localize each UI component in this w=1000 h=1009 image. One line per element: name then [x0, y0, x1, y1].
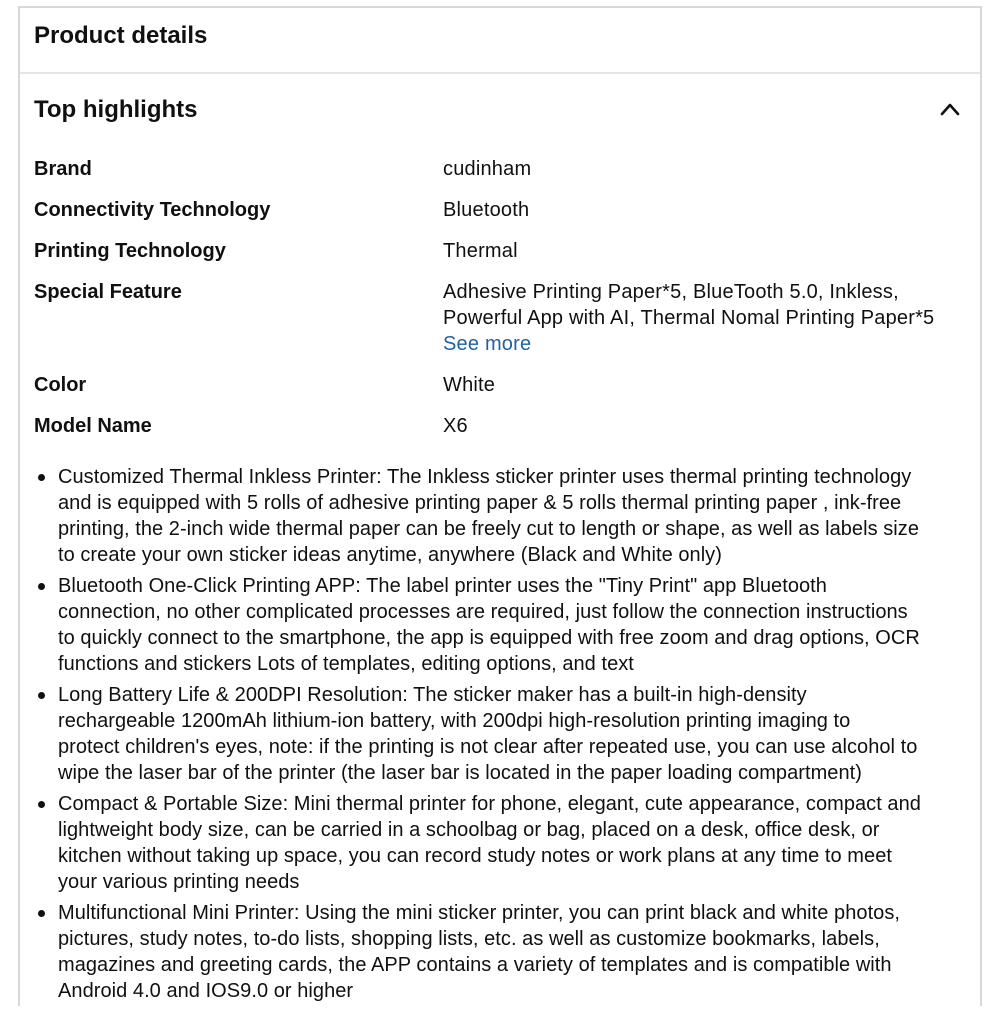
spec-row-model-name	[34, 413, 974, 439]
spec-row-special-feature	[34, 279, 974, 357]
top-highlights-toggle[interactable]	[20, 86, 980, 132]
top-highlights-title: Top highlights	[34, 96, 198, 123]
bullet-dot-icon	[38, 692, 45, 699]
bullet-line: kitchen without taking up space, you can record study notes or work plans at any time to meet	[58, 845, 892, 867]
feature-bullet	[36, 464, 980, 568]
spec-value	[443, 238, 974, 264]
spec-row-connectivity	[34, 197, 974, 223]
spec-value	[443, 279, 974, 357]
spec-value-line: White	[443, 374, 496, 396]
bullet-dot-icon	[38, 583, 45, 590]
spec-value	[443, 413, 974, 439]
feature-bullet-list	[36, 464, 980, 1009]
bullet-dot-icon	[38, 801, 45, 808]
spec-value-line: Bluetooth	[443, 199, 530, 221]
spec-label: Model Name	[34, 415, 152, 437]
feature-bullet	[36, 791, 980, 895]
feature-bullet	[36, 682, 980, 786]
spec-label: Special Feature	[34, 281, 182, 303]
spec-value-line: cudinham	[443, 158, 532, 180]
bullet-line: Long Battery Life & 200DPI Resolution: The sticker maker has a built-in high-density	[58, 684, 807, 706]
bullet-line: magazines and greeting cards, the APP contains a variety of templates and is compatible with	[58, 954, 892, 976]
feature-bullet	[36, 900, 980, 1004]
bullet-line: wipe the laser bar of the printer (the laser bar is located in the paper loading compartment)	[58, 762, 862, 784]
see-more-link[interactable]: See more	[443, 333, 532, 355]
section-title: Product details	[34, 22, 208, 49]
spec-row-brand	[34, 156, 974, 182]
chevron-up-icon[interactable]	[938, 100, 962, 118]
spec-value-line: Thermal	[443, 240, 518, 262]
spec-value	[443, 197, 974, 223]
bullet-line: protect children's eyes, note: if the printing is not clear after repeated use, you can use alcohol to	[58, 736, 918, 758]
bullet-line: printing, the 2-inch wide thermal paper can be freely cut to length or shape, as well as labels size	[58, 518, 920, 540]
feature-bullet	[36, 573, 980, 677]
bullet-dot-icon	[38, 910, 45, 917]
bullet-line: functions and stickers Lots of templates, editing options, and text	[58, 653, 634, 675]
bullet-line: to create your own sticker ideas anytime, anywhere (Black and White only)	[58, 544, 722, 566]
bullet-line: Android 4.0 and IOS9.0 or higher	[58, 980, 354, 1002]
bullet-line: connection, no other complicated processes are required, just follow the connection instructions	[58, 601, 908, 623]
spec-value-line: X6	[443, 415, 468, 437]
spec-value	[443, 372, 974, 398]
bullet-line: Bluetooth One-Click Printing APP: The label printer uses the "Tiny Print" app Bluetooth	[58, 575, 827, 597]
bullet-line: to quickly connect to the smartphone, the app is equipped with free zoom and drag options, OCR	[58, 627, 920, 649]
bullet-line: and is equipped with 5 rolls of adhesive printing paper & 5 rolls thermal printing paper , ink-free	[58, 492, 902, 514]
bullet-line: lightweight body size, can be carried in a schoolbag or bag, placed on a desk, office desk, or	[58, 819, 880, 841]
bullet-dot-icon	[38, 474, 45, 481]
spec-value	[443, 156, 974, 182]
bullet-line: rechargeable 1200mAh lithium-ion battery, with 200dpi high-resolution printing imaging to	[58, 710, 851, 732]
bullet-line: Compact & Portable Size: Mini thermal printer for phone, elegant, cute appearance, compact and	[58, 793, 921, 815]
bullet-line: Multifunctional Mini Printer: Using the mini sticker printer, you can print black and white photos,	[58, 902, 900, 924]
spec-value-line: Adhesive Printing Paper*5, BlueTooth 5.0, Inkless,	[443, 281, 899, 303]
bullet-line: pictures, study notes, to-do lists, shopping lists, etc. as well as customize bookmarks, labels,	[58, 928, 880, 950]
spec-table	[34, 156, 974, 454]
spec-row-color	[34, 372, 974, 398]
spec-value-line: Powerful App with AI, Thermal Nomal Printing Paper*5	[443, 307, 935, 329]
product-details-panel	[18, 6, 982, 1006]
spec-label: Brand	[34, 158, 92, 180]
bullet-line: your various printing needs	[58, 871, 300, 893]
bullet-line: Customized Thermal Inkless Printer: The Inkless sticker printer uses thermal printing technology	[58, 466, 912, 488]
section-divider	[20, 72, 980, 74]
spec-label: Printing Technology	[34, 240, 226, 262]
spec-label: Connectivity Technology	[34, 199, 271, 221]
spec-row-printing-technology	[34, 238, 974, 264]
spec-label: Color	[34, 374, 87, 396]
